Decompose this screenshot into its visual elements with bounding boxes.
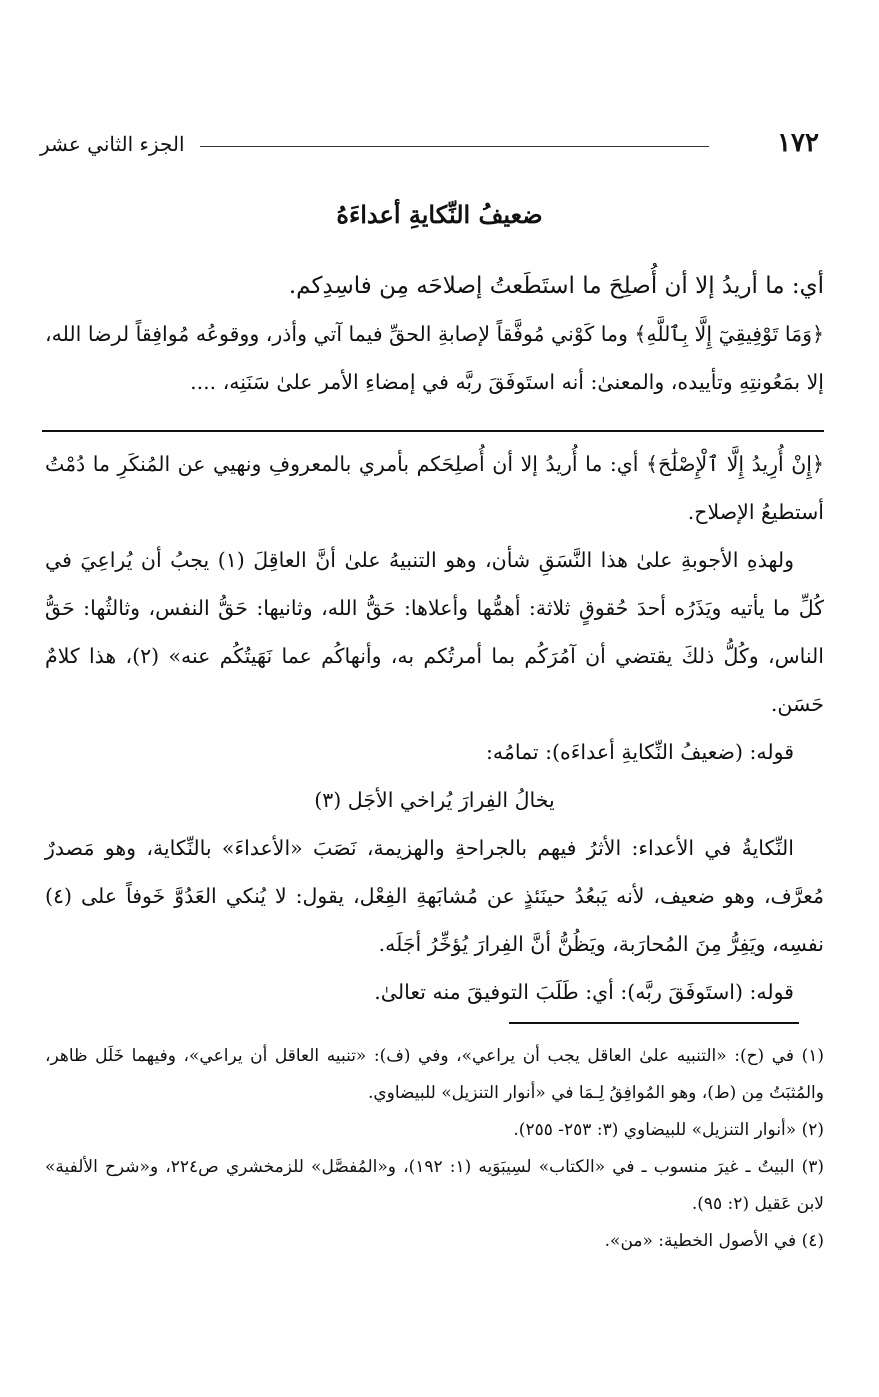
footnote: (٤) في الأصول الخطية: «من».: [604, 1231, 824, 1251]
section-heading: ضعيفُ النِّكايةِ أعداءَهُ: [336, 200, 543, 229]
main-paragraph: ﴿وَمَا تَوْفِيقِيٓ إِلَّا بِٱللَّهِ﴾ وما كَوْني مُوفَّقاً لإصابةِ الحقِّ فيما آتي وأذر، ووقوعُه مُوافِقاً لرضا الله، إلا بمَعُونتِهِ وتأييده، والمعنىٰ: أنه استَوفَقَ ربَّه في إمضاءِ الأمر علىٰ سَنَنِه، ....: [45, 322, 824, 394]
text-divider: [42, 430, 824, 432]
running-head: الجزء الثاني عشر: [40, 132, 185, 156]
page-number: ١٧٢: [777, 128, 819, 158]
page-header: [40, 128, 819, 168]
main-text: [45, 262, 824, 406]
footnote: (١) في (ح): «التنبيه علىٰ العاقل يجب أن يراعي»، وفي (ف): «تنبيه العاقل أن يراعي»، وفيهما خَلَل ظاهر، والمُثبَتُ مِن (ط)، وهو المُوافِقُ لِـمَا في «أنوار التنزيل» للبيضاوي.: [45, 1046, 824, 1103]
header-rule: [200, 146, 709, 147]
footnote: (٣) البيتُ ـ غيرَ منسوب ـ في «الكتاب» لسِيبَوَيه (١: ١٩٢)، و«المُفصَّل» للزمخشري ص٢٢٤، و«شرح الألفية» لابن عَقيل (٢: ٩٥).: [45, 1157, 824, 1214]
commentary: [45, 440, 824, 1016]
main-paragraph: أي: ما أريدُ إلا أن أُصلِحَ ما استَطَعتُ إصلاحَه مِن فاسِدِكم.: [288, 273, 824, 299]
footnote-rule: [509, 1022, 799, 1024]
footnotes: [45, 1038, 824, 1260]
commentary-paragraph: ولهذهِ الأجوبةِ علىٰ هذا النَّسَقِ شأن، وهو التنبيهُ علىٰ أنَّ العاقِلَ (١) يجبُ أن يُراعِيَ في كُلِّ ما يأتيه ويَذَرُه أحدَ حُقوقٍ ثلاثة: أهمُّها وأعلاها: حَقُّ الله، وثانيها: حَقُّ النفس، وثالثُها: حَقُّ الناس، وكُلُّ ذلكَ يقتضي أن آمُرَكُم بما أمرتُكم به، وأنهاكُم عما نَهَيتُكُم عنه» (٢)، هذا كلامٌ حَسَن.: [45, 548, 824, 716]
footnote: (٢) «أنوار التنزيل» للبيضاوي (٣: ٢٥٣- ٢٥٥).: [513, 1120, 824, 1140]
poetry-verse: يخالُ الفِرارَ يُراخي الأجَل (٣): [314, 788, 555, 812]
commentary-paragraph: قوله: (استَوفَقَ ربَّه): أي: طَلَبَ التوفيقَ منه تعالىٰ.: [374, 980, 794, 1004]
commentary-paragraph: النِّكايةُ في الأعداء: الأثرُ فيهم بالجراحةِ والهزيمة، نَصَبَ «الأعداءَ» بالنِّكاية، وهو مَصدرٌ مُعرَّف، وهو ضعيف، لأنه يَبعُدُ حينَئذٍ عن مُشابَهةِ الفِعْل، يقول: لا يُنكي العَدُوَّ خَوفاً على (٤) نفسِه، ويَفِرُّ مِنَ المُحارَبة، ويَظُنُّ أنَّ الفِرارَ يُؤخِّرُ أجَلَه.: [45, 836, 824, 956]
commentary-paragraph: ﴿إِنْ أُرِيدُ إِلَّا ٱلْإِصْلَٰحَ﴾ أي: ما أُريدُ إلا أن أُصلِحَكم بأمري بالمعروفِ ونهيي عن المُنكَرِ ما دُمْتُ أستطيعُ الإصلاح.: [45, 452, 824, 524]
commentary-paragraph: قوله: (ضعيفُ النِّكايةِ أعداءَه): تمامُه:: [485, 740, 794, 764]
